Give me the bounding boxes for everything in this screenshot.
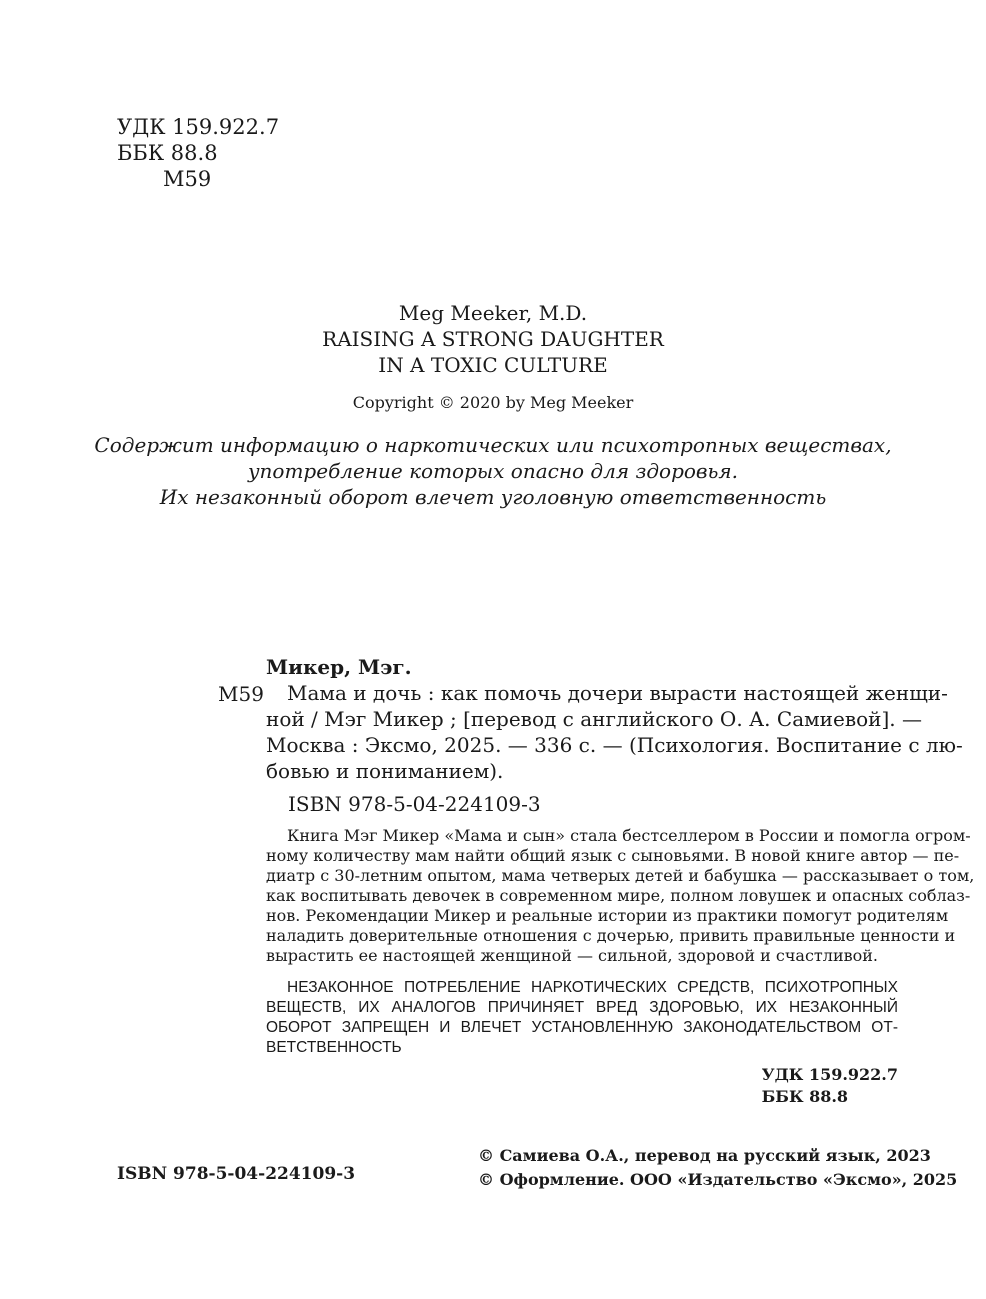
design-copyright: © Оформление. ООО «Издательство «Эксмо», 2025	[478, 1170, 958, 1189]
drug-warning	[0, 432, 986, 510]
catalog-line: Москва : Эксмо, 2025. — 336 с. — (Психология. Воспитание с лю-	[266, 733, 963, 757]
annotation-line: наладить доверительные отношения с дочерью, привить правильные ценности и	[266, 926, 956, 945]
legal-notice	[266, 978, 898, 1058]
book-annotation	[266, 826, 975, 966]
legal-line: ВЕЩЕСТВ, ИХ АНАЛОГОВ ПРИЧИНЯЕТ ВРЕД ЗДОРОВЬЮ, ИХ НЕЗАКОННЫЙ	[266, 999, 898, 1016]
catalog-line: ной / Мэг Микер ; [перевод с английского О. А. Самиевой]. —	[266, 707, 922, 731]
translation-copyright: © Самиева О.А., перевод на русский язык, 2023	[478, 1146, 931, 1165]
legal-line: ВЕТСТВЕННОСТЬ	[266, 1039, 402, 1056]
bbk-code-bottom: ББК 88.8	[761, 1087, 849, 1106]
catalog-isbn: ISBN 978-5-04-224109-3	[288, 792, 541, 816]
annotation-line: нов. Рекомендации Микер и реальные истории из практики помогут родителям	[266, 906, 949, 925]
legal-line: ОБОРОТ ЗАПРЕЩЕН И ВЛЕЧЕТ УСТАНОВЛЕННУЮ ЗАКОНОДАТЕЛЬСТВОМ ОТ-	[266, 1019, 898, 1036]
warning-line-2: употребление которых опасно для здоровья.	[247, 459, 739, 483]
original-title-line-2: IN A TOXIC CULTURE	[378, 353, 608, 377]
original-copyright: Copyright © 2020 by Meg Meeker	[352, 393, 634, 412]
udk-code-top: УДК 159.922.7	[117, 115, 280, 139]
annotation-line: ному количеству мам найти общий язык с сыновьями. В новой книге автор — пе-	[266, 846, 960, 865]
isbn-bottom: ISBN 978-5-04-224109-3	[117, 1164, 356, 1184]
warning-line-1: Содержит информацию о наркотических или психотропных веществах,	[94, 433, 892, 457]
original-edition-block	[0, 300, 986, 378]
annotation-line: диатр с 30-летним опытом, мама четверых детей и бабушка — рассказывает о том,	[266, 866, 975, 885]
bbk-code-top: ББК 88.8	[117, 141, 218, 165]
catalog-description	[266, 680, 963, 784]
legal-line: НЕЗАКОННОЕ ПОТРЕБЛЕНИЕ НАРКОТИЧЕСКИХ СРЕДСТВ, ПСИХОТРОПНЫХ	[287, 979, 898, 996]
catalog-line: Мама и дочь : как помочь дочери вырасти настоящей женщи-	[287, 681, 948, 705]
annotation-line: вырастить ее настоящей женщиной — сильной, здоровой и счастливой.	[266, 946, 878, 965]
original-title-line-1: RAISING A STRONG DAUGHTER	[322, 327, 664, 351]
rights-block	[478, 1144, 957, 1192]
author-mark-top: М59	[163, 167, 212, 191]
annotation-line: Книга Мэг Микер «Мама и сын» стала бестселлером в России и помогла огром-	[287, 826, 971, 845]
catalog-line: бовью и пониманием).	[266, 759, 504, 783]
udk-code-bottom: УДК 159.922.7	[761, 1065, 898, 1084]
original-author: Meg Meeker, M.D.	[398, 301, 588, 325]
catalog-author-mark: М59	[218, 682, 264, 706]
annotation-line: как воспитывать девочек в современном мире, полном ловушек и опасных соблаз-	[266, 886, 971, 905]
classification-bottom	[762, 1064, 898, 1108]
catalog-author-heading: Микер, Мэг.	[266, 655, 412, 679]
warning-line-3: Их незаконный оборот влечет уголовную ответственность	[159, 485, 827, 509]
